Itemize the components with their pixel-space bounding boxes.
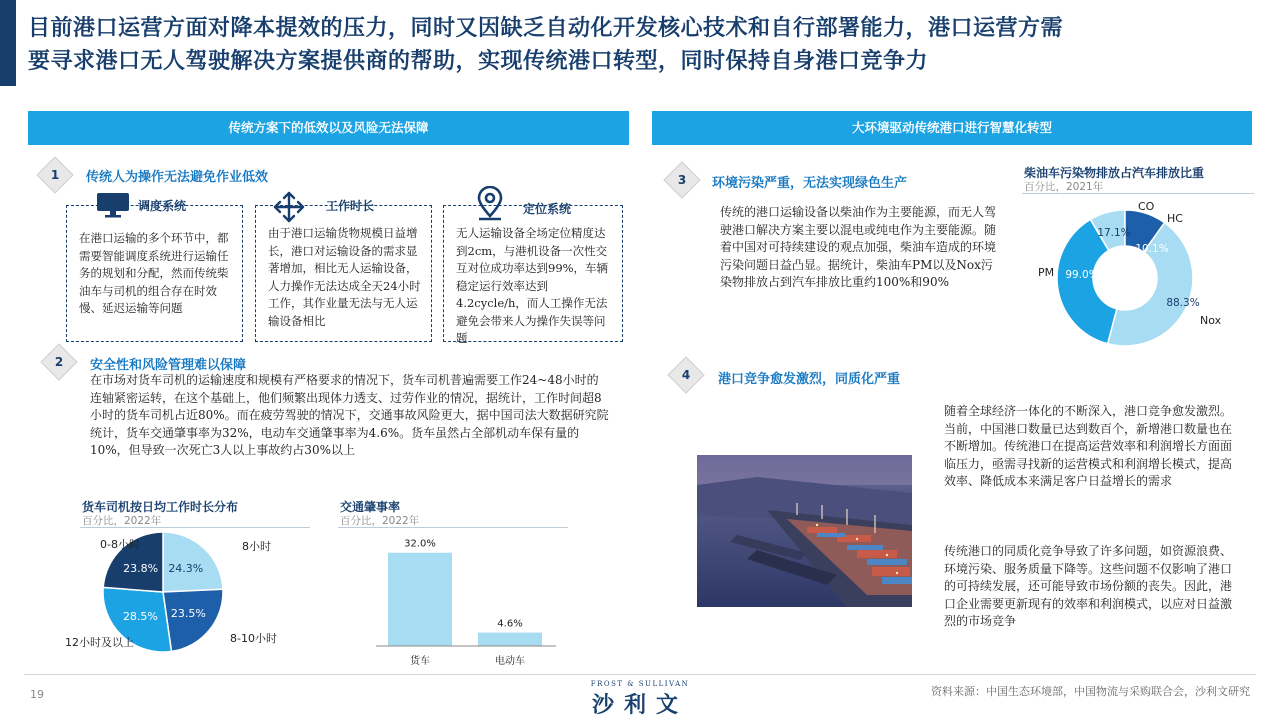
page-title-line-1: 目前港口运营方面对降本提效的压力，同时又因缺乏自动化开发核心技术和自行部署能力，港口运营方需 — [28, 16, 1064, 41]
point-3-title: 环境污染严重，无法实现绿色生产 — [712, 176, 908, 191]
chart3-category-label: CO — [1138, 200, 1155, 213]
box-positioning — [443, 205, 623, 345]
box-dispatch-body: 在港口运输的多个环节中，都需要智能调度系统进行运输任务的规划和分配，然而传统柴油车与司机的组合存在时效慢、延迟运输等问题 — [79, 231, 229, 315]
chart2-value-label: 4.6% — [497, 618, 523, 630]
point-2-body: 在市场对货车司机的运输速度和规模有严格要求的情况下，货车司机普遍需要工作24~48小时的连轴紧密运转，在这个基础上，他们频繁出现体力透支、过劳作业的情况，据统计，工作时间超8小时的货车司机占近80%。而在疲劳驾驶的情况下，交通事故风险更大，据中国司法大数据研究院统计，货车交通肇事率为32%，电动车交通肇事率为4.6%。货车虽然占全部机动车保有量的10%，但导致一次死亡3人以上事故约占30%以上 — [90, 373, 609, 457]
title-accent-bar — [0, 0, 16, 86]
point-3-body: 传统的港口运输设备以柴油作为主要能源，而无人驾驶港口解决方案主要以混电或纯电作为主要能源。随着中国对可持续建设的观点加强，柴油车造成的环境污染问题日益凸显。据统计，柴油车PM以及Nox污染物排放占到汽车排放比重约100%和90% — [720, 205, 997, 289]
chart2-bar — [340, 528, 580, 670]
chart3-category-label: Nox — [1200, 314, 1222, 327]
chart1-category-label: 8小时 — [242, 540, 271, 553]
chart2-category-label: 电动车 — [495, 656, 525, 667]
chart3-category-label: PM — [1038, 266, 1055, 279]
chart2-bar-2 — [478, 633, 542, 646]
point-1-badge — [36, 156, 74, 194]
box-positioning-head: 定位系统 — [523, 202, 572, 216]
chart1-value-label: 28.5% — [122, 610, 158, 624]
box-worktime — [255, 205, 432, 342]
chart1-subtitle: 百分比，2022年 — [82, 515, 162, 527]
chart2-bar-1 — [388, 553, 452, 646]
page-title-line-2: 要寻求港口无人驾驶解决方案提供商的帮助，实现传统港口转型，同时保持自身港口竞争力 — [28, 49, 929, 74]
port-photo — [697, 455, 912, 607]
chart1-value-label: 24.3% — [168, 562, 204, 576]
chart3-rule — [1022, 193, 1254, 194]
logo-subtext: FROST & SULLIVAN — [590, 680, 690, 688]
point-1-number: 1 — [50, 168, 60, 182]
point-2-badge — [40, 343, 78, 381]
point-2-number: 2 — [54, 355, 64, 369]
point-4-number: 4 — [681, 368, 691, 382]
chart1-pie — [60, 530, 320, 660]
page-title — [28, 12, 1268, 78]
chart1-category-label: 0-8小时 — [100, 538, 140, 551]
source-note: 资料来源：中国生态环境部，中国物流与采购联合会，沙利文研究 — [931, 685, 1250, 698]
box-worktime-body: 由于港口运输货物规模日益增长，港口对运输设备的需求显著增加，相比无人运输设备，人力操作无法达成全天24小时工作，其作业量无法与无人运输设备相比 — [268, 226, 421, 328]
chart1-slice-2 — [163, 589, 223, 651]
chart1-value-label: 23.8% — [123, 561, 159, 575]
chart2-value-label: 32.0% — [404, 538, 436, 550]
left-section-header: 传统方案下的低效以及风险无法保障 — [28, 111, 629, 145]
chart3-title: 柴油车污染物排放占汽车排放比重 — [1024, 166, 1205, 180]
footer-rule — [24, 674, 1256, 675]
point-4-title: 港口竞争愈发激烈，同质化严重 — [718, 372, 901, 387]
box-dispatch — [66, 205, 243, 342]
chart2-category-label: 货车 — [410, 656, 430, 667]
chart1-value-label: 23.5% — [170, 607, 206, 621]
chart3-value-label: 88.3% — [1166, 297, 1200, 309]
chart2-subtitle: 百分比，2022年 — [340, 515, 420, 527]
box-dispatch-head: 调度系统 — [138, 199, 187, 213]
page-number: 19 — [30, 688, 44, 701]
point-4-body-2: 传统港口的同质化竞争导致了许多问题，如资源浪费、环境污染、服务质量下降等。这些问题不仅影响了港口的可持续发展，还可能导致市场份额的丧失。因此，港口企业需要更新现有的效率和利润模式，以应对日益激烈的市场竞争 — [944, 544, 1233, 628]
box-positioning-body: 无人运输设备全场定位精度达到2cm，与港机设备一次性交互对位成功率达到99%，车辆稳定运行效率达到4.2cycle/h，而人工操作无法避免会带来人为操作失误等问题 — [456, 226, 609, 345]
point-4-body-1: 随着全球经济一体化的不断深入，港口竞争愈发激烈。当前，中国港口数量已达到数百个，新增港口数量也在不断增加。传统港口在提高运营效率和利润增长方面面临压力，亟需寻找新的运营模式和利润增长模式，提高效率、降低成本来满足客户日益增长的需求 — [944, 404, 1233, 488]
chart3-subtitle: 百分比，2021年 — [1024, 181, 1104, 193]
point-4-badge — [667, 356, 705, 394]
point-3-badge — [663, 161, 701, 199]
point-1-title: 传统人为操作无法避免作业低效 — [86, 170, 269, 185]
right-section-header: 大环境驱动传统港口进行智慧化转型 — [652, 111, 1252, 145]
chart3-category-label: HC — [1167, 212, 1183, 225]
point-2-title: 安全性和风险管理难以保障 — [90, 358, 247, 373]
logo: 沙利文 — [591, 693, 688, 718]
chart3-donut — [1030, 196, 1260, 350]
point-3-number: 3 — [677, 173, 687, 187]
chart1-title: 货车司机按日均工作时长分布 — [82, 500, 239, 514]
chart3-value-label: 17.1% — [1097, 227, 1131, 239]
chart3-value-label: 99.0% — [1065, 269, 1099, 281]
chart1-rule — [80, 527, 310, 528]
chart3-value-label: 10.1% — [1135, 243, 1169, 255]
chart1-category-label: 8-10小时 — [230, 632, 277, 645]
chart1-category-label: 12小时及以上 — [65, 636, 134, 649]
box-worktime-head: 工作时长 — [326, 199, 375, 213]
chart2-title: 交通肇事率 — [340, 500, 401, 514]
